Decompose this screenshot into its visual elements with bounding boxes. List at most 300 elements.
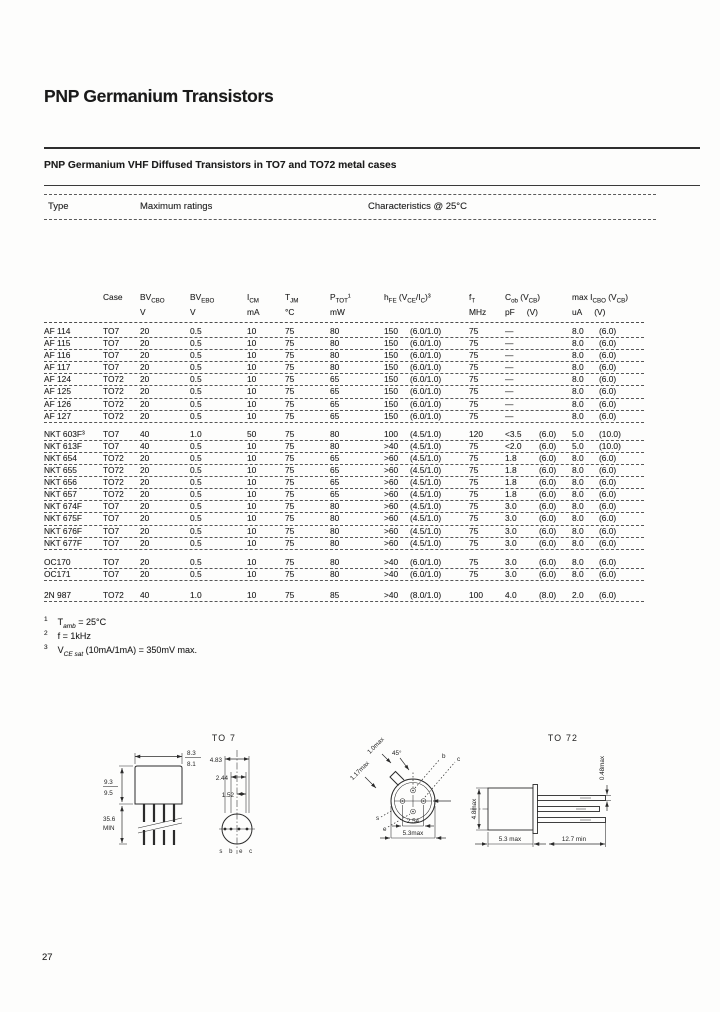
- cell-cobc: (6.0): [539, 477, 557, 488]
- footnote-3: $^3$ $V_{CE sat}$ (10mA/1mA) = 350mV max.: [44, 644, 197, 658]
- cell-type: 2N 987: [44, 589, 72, 600]
- header-cob: $C_{ob}$ $(V_{CB})$ pF (V): [505, 292, 541, 318]
- header-ptot: $P_{TOT}^1$ mW: [330, 292, 351, 318]
- cell-bvebo: 0.5: [190, 362, 202, 373]
- cell-bvcbo: 20: [140, 525, 150, 536]
- cell-cob: —: [505, 326, 514, 336]
- cell-tjm: 75: [285, 326, 295, 336]
- cell-hfe: >60: [384, 513, 399, 524]
- cell-tjm: 75: [285, 568, 295, 579]
- cell-ptot: 65: [330, 410, 340, 421]
- cell-icboc: (6.0): [599, 537, 617, 548]
- to7-title: TO 7: [211, 733, 237, 743]
- cell-icm: 10: [247, 350, 257, 361]
- cell-icbo: 8.0: [572, 326, 584, 336]
- cell-bvcbo: 20: [140, 501, 150, 512]
- cell-icm: 10: [247, 556, 257, 567]
- cell-cob: —: [505, 362, 514, 373]
- table-row: [44, 399, 644, 411]
- header-icm: $I_{CM}$ mA: [247, 292, 260, 318]
- cell-hfe: >60: [384, 489, 399, 500]
- cell-hfec: (4.5/1.0): [410, 537, 442, 548]
- cell-ptot: 65: [330, 489, 340, 500]
- to7-pitch-inner: 1.52: [221, 792, 234, 799]
- cell-type: NKT 674F: [44, 501, 83, 512]
- table-row: [44, 326, 644, 338]
- cell-ptot: 80: [330, 525, 340, 536]
- cell-ft: 75: [469, 350, 479, 361]
- cell-icbo: 8.0: [572, 350, 584, 361]
- cell-ft: 75: [469, 465, 479, 476]
- cell-cob: —: [505, 386, 514, 397]
- cell-bvcbo: 20: [140, 350, 150, 361]
- cell-tjm: 75: [285, 489, 295, 500]
- cell-cobc: (6.0): [539, 452, 557, 463]
- cell-case: TO7: [103, 525, 120, 536]
- cell-hfe: 150: [384, 350, 398, 361]
- cell-hfe: 150: [384, 362, 398, 373]
- cell-ft: 75: [469, 452, 479, 463]
- cell-ptot: 80: [330, 362, 340, 373]
- cell-bvcbo: 20: [140, 326, 150, 336]
- to7-width-max: 8.3: [187, 750, 196, 757]
- cell-icboc: (6.0): [599, 501, 617, 512]
- cell-cob: —: [505, 398, 514, 409]
- cell-icm: 10: [247, 589, 257, 600]
- cell-type: AF 115: [44, 338, 71, 349]
- cell-icbo: 8.0: [572, 465, 584, 476]
- to7-pitch-outer: 2.44: [215, 775, 228, 782]
- cell-icm: 10: [247, 537, 257, 548]
- cell-bvebo: 0.5: [190, 489, 202, 500]
- table-row: [44, 513, 644, 525]
- cell-icboc: (6.0): [599, 452, 617, 463]
- table-row: [44, 374, 644, 386]
- cell-tjm: 75: [285, 589, 295, 600]
- cell-tjm: 75: [285, 428, 295, 439]
- page-number: 27: [42, 952, 53, 963]
- table-row: [44, 590, 644, 602]
- table-row: [44, 569, 644, 581]
- table-row: [44, 350, 644, 362]
- cell-ft: 75: [469, 513, 479, 524]
- cell-icm: 10: [247, 410, 257, 421]
- cell-case: TO72: [103, 386, 124, 397]
- cell-type: NKT 613F: [44, 440, 83, 451]
- cell-tjm: 75: [285, 410, 295, 421]
- cell-bvcbo: 20: [140, 537, 150, 548]
- cell-hfe: 150: [384, 374, 398, 385]
- cell-cobc: (6.0): [539, 525, 557, 536]
- cell-cobc: [539, 399, 572, 410]
- cell-bvcbo: 20: [140, 374, 150, 385]
- cell-tjm: 75: [285, 452, 295, 463]
- cell-hfec: (4.5/1.0): [410, 513, 442, 524]
- cell-ptot: 65: [330, 452, 340, 463]
- cell-icbo: 8.0: [572, 386, 584, 397]
- cell-icboc: (6.0): [599, 326, 617, 336]
- to72-can-length: 5.3 max: [498, 836, 522, 843]
- cell-bvebo: 0.5: [190, 465, 202, 476]
- cell-hfec: (6.0/1.0): [410, 386, 442, 397]
- cell-icbo: 8.0: [572, 362, 584, 373]
- cell-hfec: (4.5/1.0): [410, 525, 442, 536]
- to72-side-view: [470, 755, 611, 847]
- cell-case: TO72: [103, 398, 124, 409]
- cell-bvebo: 0.5: [190, 525, 202, 536]
- cell-icboc: (6.0): [599, 465, 617, 476]
- cell-cobc: (6.0): [539, 568, 557, 579]
- cell-case: TO7: [103, 537, 120, 548]
- cell-cobc: [539, 326, 572, 337]
- cell-icboc: (6.0): [599, 350, 617, 361]
- cell-type: NKT 657: [44, 489, 77, 500]
- cell-hfec: (6.0/1.0): [410, 326, 442, 336]
- cell-cob: 3.0: [505, 568, 517, 579]
- cell-hfe: >60: [384, 525, 399, 536]
- cell-bvcbo: 20: [140, 398, 150, 409]
- cell-ft: 75: [469, 374, 479, 385]
- to7-lead-length-note: MIN: [103, 825, 115, 832]
- cell-ptot: 85: [330, 589, 340, 600]
- cell-icbo: 8.0: [572, 513, 584, 524]
- cell-icm: 10: [247, 338, 257, 349]
- cell-ft: 75: [469, 398, 479, 409]
- cell-ft: 75: [469, 338, 479, 349]
- footnotes: [44, 616, 197, 658]
- cell-type: AF 124: [44, 374, 72, 385]
- cell-tjm: 75: [285, 465, 295, 476]
- cell-bvebo: 0.5: [190, 556, 202, 567]
- cell-cob: —: [505, 410, 514, 421]
- cell-hfe: 150: [384, 326, 398, 336]
- cell-icm: 10: [247, 489, 257, 500]
- cell-hfec: (4.5/1.0): [410, 489, 442, 500]
- cell-case: TO72: [103, 589, 124, 600]
- cell-ft: 75: [469, 477, 479, 488]
- cell-icboc: (10.0): [599, 428, 621, 439]
- cell-type: OC170: [44, 556, 71, 567]
- to72-lead-e-label: e: [383, 826, 387, 833]
- cell-icbo: 5.0: [572, 440, 584, 451]
- cell-case: TO7: [103, 362, 120, 373]
- cell-cobc: [539, 374, 572, 385]
- cell-hfe: >60: [384, 477, 399, 488]
- cell-bvebo: 1.0: [190, 589, 202, 600]
- type-column-label: Type: [48, 201, 69, 212]
- cell-tjm: 75: [285, 525, 295, 536]
- cell-ft: 75: [469, 386, 479, 397]
- header-hfe: $h_{FE}$ $(V_{CE}/I_C)^3$: [384, 292, 431, 305]
- cell-bvcbo: 40: [140, 428, 150, 439]
- cell-cob: —: [505, 350, 514, 361]
- cell-ptot: 80: [330, 568, 340, 579]
- cell-case: TO7: [103, 556, 120, 567]
- horizontal-rule: [44, 147, 700, 149]
- cell-bvcbo: 20: [140, 386, 150, 397]
- table-row: [44, 338, 644, 350]
- cell-tjm: 75: [285, 477, 295, 488]
- cell-ft: 75: [469, 525, 479, 536]
- characteristics-label: Characteristics @ 25°C: [368, 201, 467, 212]
- cell-case: TO7: [103, 428, 120, 439]
- cell-ptot: 80: [330, 440, 340, 451]
- cell-icbo: 8.0: [572, 489, 584, 500]
- cell-icboc: (6.0): [599, 386, 617, 397]
- cell-case: TO7: [103, 440, 120, 451]
- cell-icm: 10: [247, 374, 257, 385]
- table-row: [44, 441, 644, 453]
- cell-ptot: 65: [330, 386, 340, 397]
- cell-cob: 3.0: [505, 501, 517, 512]
- cell-case: TO7: [103, 501, 120, 512]
- cell-cobc: (6.0): [539, 501, 557, 512]
- cell-icboc: (6.0): [599, 398, 617, 409]
- cell-bvebo: 0.5: [190, 440, 202, 451]
- cell-hfec: (4.5/1.0): [410, 465, 442, 476]
- cell-bvcbo: 20: [140, 477, 150, 488]
- cell-ft: 75: [469, 568, 479, 579]
- cell-cobc: (8.0): [539, 589, 557, 600]
- table-row: [44, 477, 644, 489]
- cell-type: AF 116: [44, 350, 71, 361]
- section-subtitle: PNP Germanium VHF Diffused Transistors in TO7 and TO72 metal cases: [44, 160, 397, 171]
- cell-cob: 3.0: [505, 513, 517, 524]
- cell-hfe: 150: [384, 398, 398, 409]
- cell-case: TO7: [103, 338, 120, 349]
- cell-cob: —: [505, 338, 514, 349]
- cell-ptot: 80: [330, 350, 340, 361]
- table-row: [44, 453, 644, 465]
- cell-icboc: (6.0): [599, 513, 617, 524]
- cell-tjm: 75: [285, 338, 295, 349]
- cell-tjm: 75: [285, 398, 295, 409]
- cell-cob: 1.8: [505, 477, 517, 488]
- cell-bvebo: 0.5: [190, 477, 202, 488]
- cell-ft: 75: [469, 410, 479, 421]
- table-row: [44, 386, 644, 398]
- row-group: [44, 557, 644, 581]
- to72-diameter: 5.3max: [402, 830, 424, 837]
- cell-cobc: [539, 386, 572, 397]
- cell-case: TO7: [103, 568, 120, 579]
- cell-tjm: 75: [285, 362, 295, 373]
- cell-ptot: 80: [330, 338, 340, 349]
- cell-icm: 10: [247, 362, 257, 373]
- cell-type: NKT 655: [44, 465, 77, 476]
- cell-hfec: (6.0/1.0): [410, 556, 442, 567]
- cell-ptot: 65: [330, 477, 340, 488]
- cell-type: NKT 603F³: [44, 428, 85, 439]
- page-title: PNP Germanium Transistors: [44, 86, 274, 106]
- cell-tjm: 75: [285, 350, 295, 361]
- cell-case: TO72: [103, 465, 124, 476]
- cell-icm: 10: [247, 465, 257, 476]
- cell-hfec: (6.0/1.0): [410, 410, 442, 421]
- to72-pitch: 2.54: [406, 818, 420, 825]
- row-group: [44, 326, 644, 423]
- cell-icboc: (6.0): [599, 589, 617, 600]
- to72-lead-s-label: s: [376, 815, 380, 822]
- cell-ptot: 80: [330, 556, 340, 567]
- cell-ft: 75: [469, 440, 479, 451]
- cell-hfec: (8.0/1.0): [410, 589, 442, 600]
- cell-cobc: [539, 411, 572, 422]
- cell-icboc: (6.0): [599, 489, 617, 500]
- cell-icm: 10: [247, 440, 257, 451]
- cell-cob: 3.0: [505, 537, 517, 548]
- cell-bvebo: 1.0: [190, 428, 202, 439]
- cell-tjm: 75: [285, 537, 295, 548]
- cell-tjm: 75: [285, 556, 295, 567]
- cell-bvebo: 0.5: [190, 398, 202, 409]
- cell-hfe: >60: [384, 465, 399, 476]
- cell-hfe: >60: [384, 452, 399, 463]
- cell-ptot: 80: [330, 428, 340, 439]
- header-tjm: $T_{JM}$ °C: [285, 292, 299, 318]
- to72-can-height: 4.8max: [471, 798, 478, 820]
- header-bvcbo: $BV_{CBO}$ V: [140, 292, 165, 318]
- cell-icboc: (6.0): [599, 338, 617, 349]
- cell-type: OC171: [44, 568, 71, 579]
- to7-outline-drawing: [100, 726, 330, 864]
- table-row: [44, 538, 644, 550]
- to72-angle: 45°: [392, 750, 402, 757]
- table-row: [44, 362, 644, 374]
- to7-bottom-view: [210, 750, 255, 855]
- cell-icm: 50: [247, 428, 257, 439]
- cell-ptot: 80: [330, 501, 340, 512]
- cell-bvebo: 0.5: [190, 537, 202, 548]
- cell-ptot: 65: [330, 465, 340, 476]
- to7-lead-length: 35.6: [103, 816, 116, 823]
- cell-hfe: >60: [384, 537, 399, 548]
- cell-icbo: 5.0: [572, 428, 584, 439]
- cell-type: AF 125: [44, 386, 72, 397]
- cell-ptot: 65: [330, 398, 340, 409]
- cell-type: NKT 654: [44, 452, 77, 463]
- cell-cob: 1.8: [505, 452, 517, 463]
- cell-hfec: (6.0/1.0): [410, 398, 442, 409]
- cell-hfec: (6.0/1.0): [410, 338, 442, 349]
- cell-case: TO72: [103, 452, 124, 463]
- cell-cob: <3.5: [505, 428, 522, 439]
- to72-outline-drawing: [348, 726, 648, 864]
- cell-icboc: (6.0): [599, 525, 617, 536]
- cell-bvcbo: 20: [140, 410, 150, 421]
- cell-cobc: (6.0): [539, 556, 557, 567]
- cell-ft: 100: [469, 589, 483, 600]
- cell-bvebo: 0.5: [190, 386, 202, 397]
- cell-tjm: 75: [285, 513, 295, 524]
- cell-case: TO72: [103, 410, 124, 421]
- cell-bvcbo: 20: [140, 568, 150, 579]
- cell-type: NKT 675F: [44, 513, 83, 524]
- cell-bvebo: 0.5: [190, 568, 202, 579]
- to7-lead-labels: s b e c: [219, 849, 255, 855]
- cell-hfe: 150: [384, 386, 398, 397]
- header-type: [44, 292, 103, 318]
- cell-tjm: 75: [285, 386, 295, 397]
- cell-icbo: 8.0: [572, 477, 584, 488]
- cell-bvcbo: 20: [140, 338, 150, 349]
- cell-icm: 10: [247, 501, 257, 512]
- cell-ft: 75: [469, 362, 479, 373]
- cell-ptot: 80: [330, 326, 340, 336]
- cell-icboc: (6.0): [599, 477, 617, 488]
- cell-bvebo: 0.5: [190, 501, 202, 512]
- cell-icbo: 8.0: [572, 556, 584, 567]
- cell-icbo: 2.0: [572, 589, 584, 600]
- cell-bvcbo: 20: [140, 513, 150, 524]
- cell-ft: 75: [469, 556, 479, 567]
- cell-bvcbo: 20: [140, 452, 150, 463]
- cell-icm: 10: [247, 513, 257, 524]
- cell-hfec: (6.0/1.0): [410, 374, 442, 385]
- cell-case: TO72: [103, 489, 124, 500]
- cell-cobc: (6.0): [539, 428, 557, 439]
- cell-ptot: 65: [330, 374, 340, 385]
- header-icbo: $\max I_{CBO}$ $(V_{CB})$ uA (V): [572, 292, 629, 318]
- cell-cobc: [539, 350, 572, 361]
- cell-type: AF 127: [44, 410, 72, 421]
- cell-hfe: >60: [384, 501, 399, 512]
- table-row: [44, 465, 644, 477]
- cell-hfec: (4.5/1.0): [410, 440, 442, 451]
- cell-hfe: 150: [384, 410, 398, 421]
- cell-hfec: (6.0/1.0): [410, 362, 442, 373]
- table-band-header: [44, 194, 656, 220]
- to7-side-view: [103, 750, 201, 845]
- cell-hfe: 100: [384, 428, 398, 439]
- cell-hfec: (4.5/1.0): [410, 428, 442, 439]
- row-group: [44, 590, 644, 602]
- cell-icbo: 8.0: [572, 501, 584, 512]
- cell-hfe: >40: [384, 589, 399, 600]
- cell-hfe: >40: [384, 440, 399, 451]
- cell-cob: —: [505, 374, 514, 385]
- cell-bvebo: 0.5: [190, 513, 202, 524]
- cell-icbo: 8.0: [572, 452, 584, 463]
- cell-case: TO7: [103, 350, 120, 361]
- cell-type: AF 126: [44, 398, 72, 409]
- to72-lead-dia: 0.48max: [599, 755, 606, 781]
- cell-cob: <2.0: [505, 440, 522, 451]
- cell-bvebo: 0.5: [190, 326, 202, 336]
- cell-case: TO72: [103, 374, 124, 385]
- to72-title: TO 72: [547, 733, 579, 743]
- cell-icboc: (6.0): [599, 374, 617, 385]
- cell-ft: 75: [469, 501, 479, 512]
- cell-ptot: 80: [330, 537, 340, 548]
- to72-lead-c-label: c: [457, 756, 461, 763]
- cell-case: TO7: [103, 513, 120, 524]
- cell-icbo: 8.0: [572, 338, 584, 349]
- cell-cob: 3.0: [505, 556, 517, 567]
- cell-tjm: 75: [285, 374, 295, 385]
- to72-tab-dim2: 1.17max: [348, 759, 371, 782]
- to72-tab-dim1: 1.0max: [366, 736, 386, 756]
- cell-bvcbo: 20: [140, 465, 150, 476]
- cell-icbo: 8.0: [572, 537, 584, 548]
- cell-tjm: 75: [285, 440, 295, 451]
- cell-icboc: (6.0): [599, 568, 617, 579]
- to7-height-max: 9.3: [104, 779, 113, 786]
- cell-ptot: 80: [330, 513, 340, 524]
- horizontal-rule: [44, 185, 700, 186]
- cell-bvcbo: 40: [140, 589, 150, 600]
- cell-icm: 10: [247, 568, 257, 579]
